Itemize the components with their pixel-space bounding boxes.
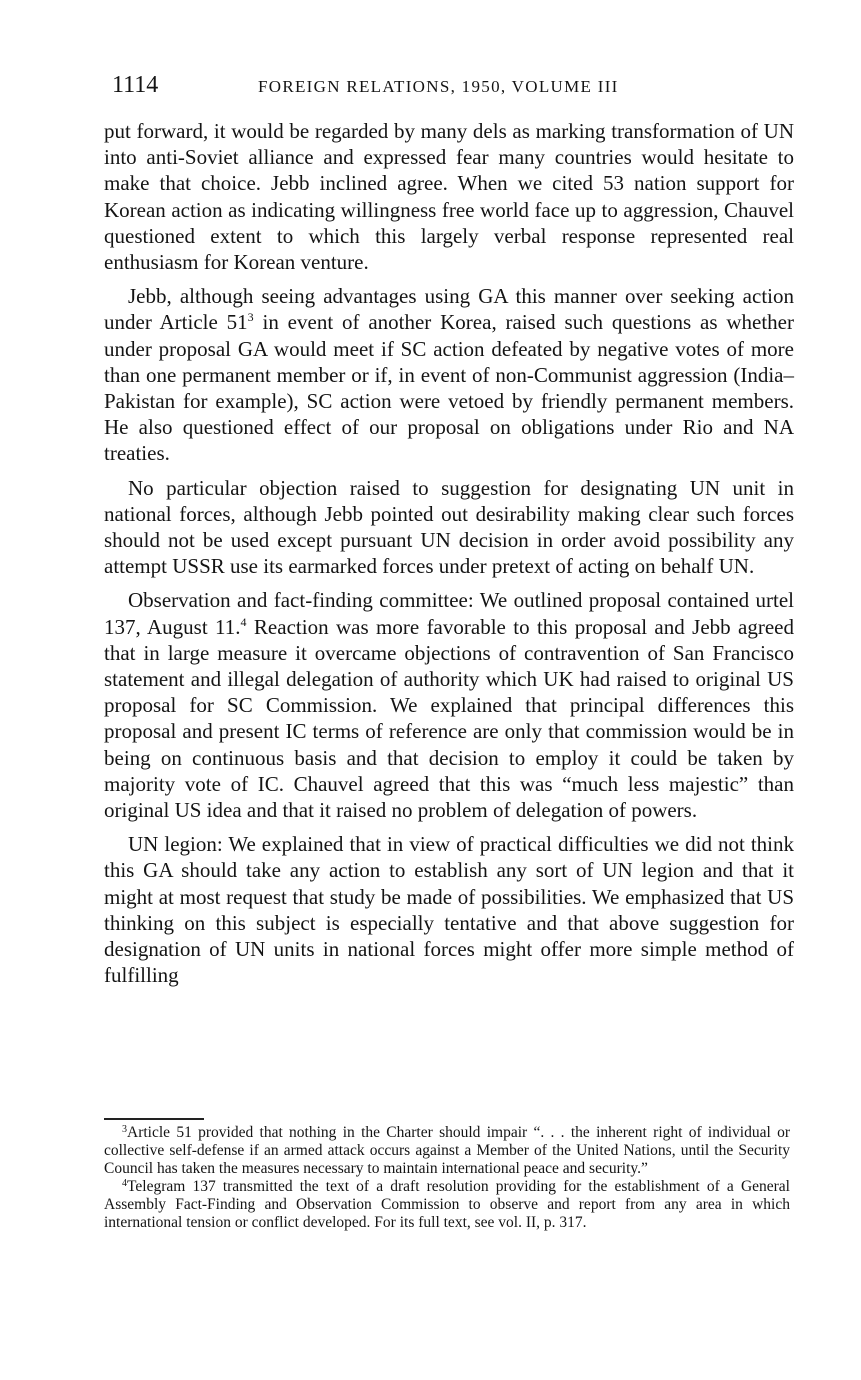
- paragraph: [104, 831, 794, 988]
- paragraph: [104, 475, 794, 580]
- paragraph: [104, 118, 794, 275]
- paragraph: [104, 587, 794, 823]
- footnote-marker: 4: [122, 1178, 127, 1189]
- footnote-text: Telegram 137 transmitted the text of a draft resolution providing for the establishment of a General Assembly Fact-Finding and Observation Commission to observe and report from any area in which international tension or conflict developed. For its full text, see vol. II, p. 317.: [104, 1178, 790, 1231]
- page-number: 1114: [112, 72, 159, 98]
- paragraph-text: put forward, it would be regarded by many dels as marking transformation of UN into anti-Soviet alliance and expressed fear many countries would hesitate to make that choice. Jebb inclined agree. When we cited 53 nation support for Korean action as indicating willingness free world face up to aggression, Chauvel questioned extent to which this largely verbal response represented real enthusiasm for Korean venture.: [104, 119, 794, 275]
- paragraph-text: No particular objection raised to suggestion for designating UN unit in national forces, although Jebb pointed out desirability making clear such forces should not be used except pursuant UN decision in order avoid possibility any attempt USSR use its earmarked forces under pretext of acting on behalf UN.: [104, 475, 794, 579]
- paragraph-text: Jebb, although seeing advantages using GA this manner over seeking action under Article 51: [104, 284, 794, 335]
- paragraph: [104, 283, 794, 466]
- paragraph-text: Observation and fact-finding committee: We outlined proposal contained urtel 137, August 11.: [104, 588, 794, 639]
- paragraph-text: in event of another Korea, raised such questions as whether under proposal GA would meet if SC action defeated by negative votes of more than one permanent member or if, in event of non-Communist aggression (India–Pakistan for example), SC action were vetoed by friendly permanent members. He also questioned effect of our proposal on obligations under Rio and NA treaties.: [104, 310, 795, 466]
- footnote-text: Article 51 provided that nothing in the Charter should impair “. . . the inherent right of individual or collective self-defense if an armed attack occurs against a Member of the United Nations, until the Security Council has taken the measures necessary to maintain international peace and security.”: [104, 1124, 790, 1177]
- footnote-reference: 3: [247, 310, 254, 325]
- paragraph-text: Reaction was more favorable to this proposal and Jebb agreed that in large measure it overcame objections of contravention of San Francisco statement and illegal delegation of authority which UK had raised to original US proposal for SC Commission. We explained that principal differences this proposal and present IC terms of reference are only that commission would be in being on continuous basis and that decision to employ it could be taken by majority vote of IC. Chauvel agreed that this was “much less majestic” than original US idea and that it raised no problem of delegation of powers.: [104, 614, 794, 823]
- footnote-divider: [104, 1118, 204, 1120]
- footnote: [104, 1124, 790, 1178]
- footnote-marker: 3: [122, 1124, 127, 1135]
- body-text: [104, 118, 794, 997]
- footnote: [104, 1178, 790, 1232]
- footnotes: [104, 1124, 790, 1232]
- footnote-reference: 4: [240, 614, 247, 629]
- page-header: [112, 70, 802, 104]
- paragraph-text: UN legion: We explained that in view of practical difficulties we did not think this GA should take any action to establish any sort of UN legion and that it might at most request that study be made of possibilities. We emphasized that US thinking on this subject is especially tentative and that above suggestion for designation of UN units in national forces might offer more simple method of fulfilling: [104, 832, 794, 988]
- running-head: FOREIGN RELATIONS, 1950, VOLUME III: [258, 77, 619, 96]
